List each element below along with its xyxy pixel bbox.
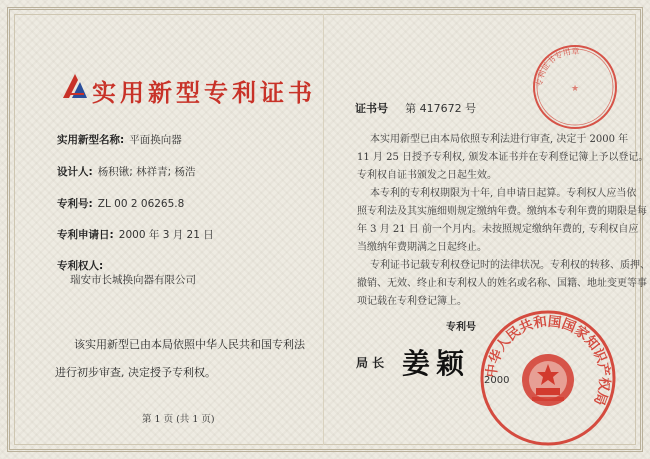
patent-number-label: 专利号: (57, 198, 93, 210)
certificate-seal-small (530, 42, 620, 132)
patentee-value: 瑞安市长城换向器有限公司 (70, 274, 196, 286)
large-seal-text: 中华人民共和国国家知识产权局 (483, 313, 613, 408)
filing-date-label: 专利申请日: (57, 229, 114, 241)
certificate-number-row (355, 97, 476, 116)
seal-date: 2000 (484, 375, 510, 386)
svg-text:★: ★ (570, 84, 580, 94)
para2-line3: 年 3 月 21 日 前一个月内。未按照规定缴纳年费的, 专利权自应 (357, 224, 639, 235)
para3-line2: 撤销、无效、终止和专利权人的姓名或名称、国籍、地址变更等事 (357, 278, 647, 289)
para2-line1: 本专利的专利权期限为十年, 自申请日起算。专利权人应当依 (370, 188, 637, 199)
name-value: 平面换向器 (129, 134, 182, 146)
patent-office-logo-icon (60, 72, 90, 102)
patent-number-value: ZL 00 2 06265.8 (97, 198, 185, 210)
para2-line4: 当缴纳年费期满之日起终止。 (357, 242, 487, 253)
inventor-label: 设计人: (57, 166, 93, 178)
page-footer: 第 1 页 (共 1 页) (142, 414, 215, 425)
grant-statement-line-1: 该实用新型已由本局依照中华人民共和国专利法 (74, 338, 305, 351)
grant-statement-line-2: 进行初步审查, 决定授予专利权。 (55, 366, 216, 379)
certificate-number-value: 第 417672 号 (405, 102, 477, 115)
para1-line1: 本实用新型已由本局依照专利法进行审查, 决定于 2000 年 (370, 134, 629, 145)
director-signature: 姜颖 (402, 347, 471, 380)
inventor-row (57, 160, 196, 179)
para3-line1: 专利证书记载专利权登记时的法律状况。专利权的转移、质押、 (370, 260, 650, 271)
filing-date-row (57, 223, 214, 242)
inventor-value: 杨积锹; 林祥青; 杨浩 (97, 166, 196, 178)
small-seal-text: 专利证书专用章 (534, 46, 580, 88)
para1-line3: 专利权自证书颁发之日起生效。 (357, 170, 497, 181)
svg-text:专利证书专用章 (534, 46, 579, 87)
director-label: 局 长 (356, 356, 385, 370)
patent-number-footer-label: 专利号 (446, 322, 476, 333)
patentee-label: 专利权人: (57, 260, 104, 272)
filing-date-value: 2000 年 3 月 21 日 (118, 229, 214, 241)
certificate-title: 实用新型专利证书 (92, 78, 316, 107)
para2-line2: 照专利法及其实施细则规定缴纳年费。缴纳本专利年费的期限是每 (357, 206, 647, 217)
center-fold (323, 14, 324, 445)
para1-line2: 11 月 25 日授予专利权, 颁发本证书并在专利登记簿上予以登记。 (357, 152, 649, 163)
certificate-number-label: 证书号 (355, 102, 388, 115)
patentee-row (57, 254, 103, 273)
para3-line3: 项记载在专利登记簿上。 (357, 296, 467, 307)
utility-model-name-row (57, 128, 182, 147)
name-label: 实用新型名称: (57, 134, 125, 146)
patent-number-row (57, 192, 184, 211)
